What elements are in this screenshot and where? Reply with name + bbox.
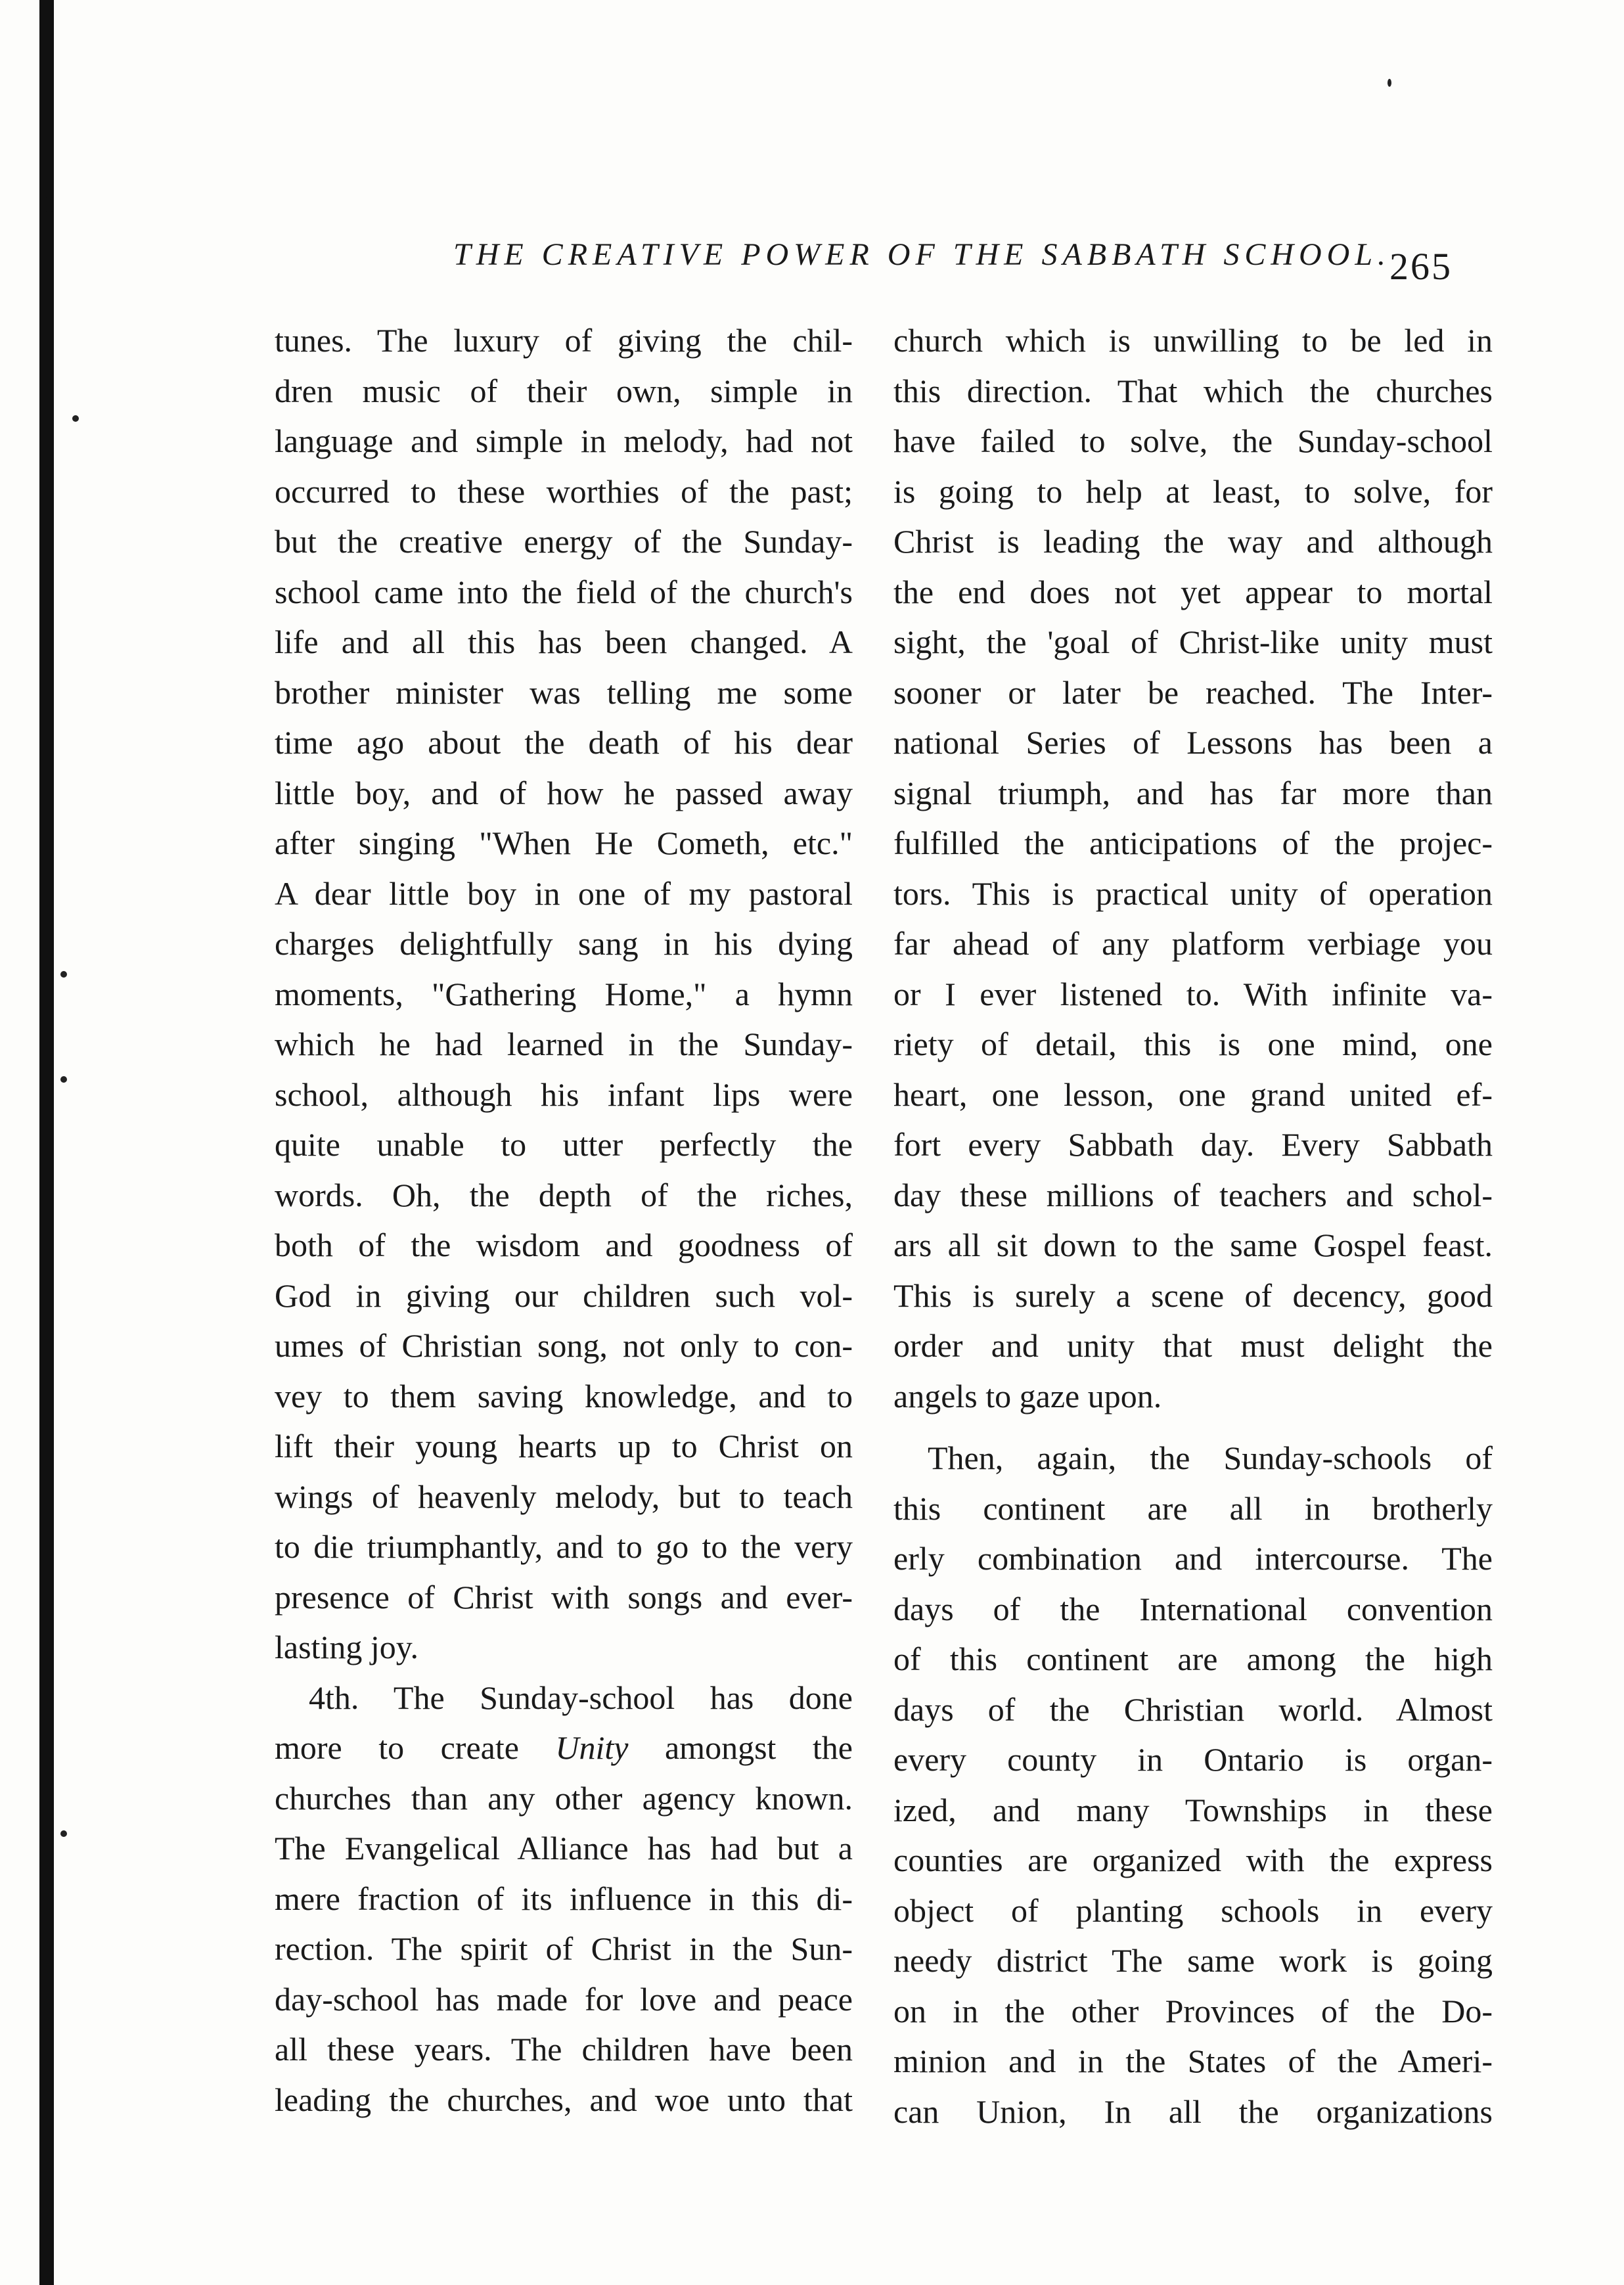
text-line: brother minister was telling me some: [275, 673, 853, 711]
text-line: this direction. That which the churches: [893, 372, 1493, 409]
text-line: every county in Ontario is organ-: [893, 1741, 1493, 1778]
text-line: occurred to these worthies of the past;: [275, 472, 853, 510]
text-line: quite unable to utter perfectly the: [275, 1126, 853, 1163]
text-line: school, although his infant lips were: [275, 1075, 853, 1113]
text-line: national Series of Lessons has been a: [893, 724, 1493, 761]
text-line: needy district The same work is going: [893, 1942, 1493, 1979]
text-line: riety of detail, this is one mind, one: [893, 1026, 1493, 1062]
text-line: leading the churches, and woe unto that: [275, 2081, 853, 2118]
text-line: of this continent are among the high: [893, 1640, 1493, 1677]
text-line: object of planting schools in every: [893, 1891, 1493, 1929]
page-binding-edge: [39, 0, 54, 2285]
text-line: days of the Christian world. Almost: [893, 1690, 1493, 1728]
text-line: after singing "When He Cometh, etc.": [275, 825, 853, 861]
text-line: this continent are all in brotherly: [893, 1489, 1493, 1527]
text-line: This is surely a scene of decency, good: [893, 1277, 1493, 1314]
text-line: lasting joy.: [275, 1629, 418, 1665]
emphasis-unity: Unity: [555, 1729, 629, 1766]
text-line: lift their young hearts up to Christ on: [275, 1428, 853, 1464]
text-line: or I ever listened to. With infinite va-: [893, 975, 1493, 1012]
page-speck: [1387, 79, 1391, 87]
text-line: ized, and many Townships in these: [893, 1791, 1493, 1828]
text-line: church which is unwilling to be led in: [893, 322, 1493, 359]
text-line: day these millions of teachers and schol-: [893, 1176, 1493, 1213]
text-line: sight, the 'goal of Christ-like unity must: [893, 623, 1493, 660]
page-speck: [60, 971, 67, 978]
text-line: life and all this has been changed. A: [275, 623, 853, 660]
text-line: order and unity that must delight the: [893, 1327, 1493, 1364]
text-line: presence of Christ with songs and ever-: [275, 1578, 853, 1616]
text-line: can Union, In all the organizations: [893, 2093, 1493, 2130]
page-number: 265: [1389, 245, 1453, 288]
text-line: which he had learned in the Sunday-: [275, 1026, 853, 1062]
text-line: minion and in the States of the Ameri-: [893, 2043, 1493, 2079]
text-line: heart, one lesson, one grand united ef-: [893, 1075, 1493, 1113]
text-line: tors. This is practical unity of operation: [893, 874, 1493, 912]
text-line: rection. The spirit of Christ in the Sun-: [275, 1930, 853, 1967]
text-line: but the creative energy of the Sunday-: [275, 523, 853, 560]
text-line: dren music of their own, simple in: [275, 372, 853, 409]
text-line: sooner or later be reached. The Inter-: [893, 673, 1493, 711]
text-line: A dear little boy in one of my pastoral: [275, 874, 853, 912]
text-line: days of the International convention: [893, 1590, 1493, 1627]
text-line: have failed to solve, the Sunday-school: [893, 422, 1493, 459]
text-line: more to create Unity amongst the: [275, 1729, 853, 1766]
page-speck: [72, 415, 79, 422]
text-line: The Evangelical Alliance has had but a: [275, 1830, 853, 1866]
text-line: ars all sit down to the same Gospel feast.: [893, 1227, 1493, 1263]
text-line: erly combination and intercourse. The: [893, 1540, 1493, 1577]
page-speck: [60, 1076, 67, 1083]
text-line: fort every Sabbath day. Every Sabbath: [893, 1126, 1493, 1163]
text-line: language and simple in melody, had not: [275, 422, 853, 459]
text-line: time ago about the death of his dear: [275, 724, 853, 761]
text-line: charges delightfully sang in his dying: [275, 925, 853, 962]
left-column: [275, 315, 853, 2125]
text-line: both of the wisdom and goodness of: [275, 1227, 853, 1263]
text-line: tunes. The luxury of giving the chil-: [275, 322, 853, 359]
text-line: on in the other Provinces of the Do-: [893, 1992, 1493, 2029]
paragraph-first-line: Then, again, the Sunday-schools of: [928, 1439, 1493, 1476]
text-line: to die triumphantly, and to go to the very: [275, 1528, 853, 1565]
text-line: words. Oh, the depth of the riches,: [275, 1176, 853, 1213]
text-line: mere fraction of its influence in this di-: [275, 1880, 853, 1917]
text-line: the end does not yet appear to mortal: [893, 573, 1493, 610]
running-head: THE CREATIVE POWER OF THE SABBATH SCHOOL.: [453, 237, 1391, 272]
text-line: signal triumph, and has far more than: [893, 774, 1493, 811]
text-line: churches than any other agency known.: [275, 1779, 853, 1817]
paragraph-gap: [893, 1421, 1493, 1433]
text-line: Christ is leading the way and although: [893, 523, 1493, 560]
text-line: wings of heavenly melody, but to teach: [275, 1478, 853, 1515]
binding-mark: [46, 197, 53, 212]
text-line: fulfilled the anticipations of the projec-: [893, 825, 1493, 861]
text-line: all these years. The children have been: [275, 2031, 853, 2068]
text-line: God in giving our children such vol-: [275, 1277, 853, 1314]
text-line: moments, "Gathering Home," a hymn: [275, 975, 853, 1012]
text-line: vey to them saving knowledge, and to: [275, 1377, 853, 1414]
text-line: is going to help at least, to solve, for: [893, 472, 1493, 510]
text-line: counties are organized with the express: [893, 1842, 1493, 1878]
page-speck: [60, 1830, 67, 1837]
text-line: far ahead of any platform verbiage you: [893, 925, 1493, 962]
text-line: angels to gaze upon.: [893, 1377, 1162, 1414]
text-line: day-school has made for love and peace: [275, 1980, 853, 2018]
text-line: little boy, and of how he passed away: [275, 774, 853, 811]
text-line: umes of Christian song, not only to con-: [275, 1327, 853, 1364]
right-column: [893, 315, 1493, 2137]
paragraph-first-line: 4th. The Sunday-school has done: [309, 1679, 853, 1716]
text-line: school came into the field of the church's: [275, 573, 853, 610]
